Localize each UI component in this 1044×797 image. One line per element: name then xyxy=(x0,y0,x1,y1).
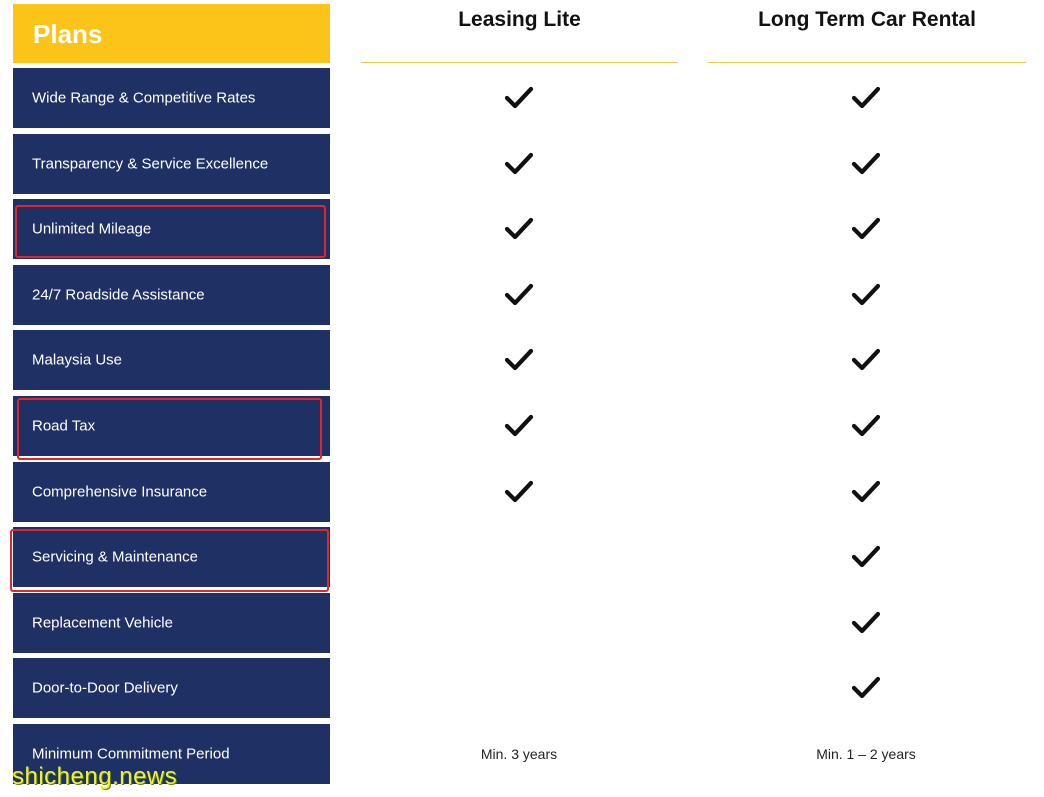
feature-label: Replacement Vehicle xyxy=(32,614,173,632)
feature-row xyxy=(13,527,330,587)
feature-row xyxy=(13,330,330,390)
leasing-lite-checkmark-icon xyxy=(504,282,534,308)
long-term-rental-checkmark-icon xyxy=(851,151,881,177)
column-divider-long-term-rental xyxy=(708,62,1026,63)
long-term-rental-checkmark-icon xyxy=(851,282,881,308)
feature-label: Door-to-Door Delivery xyxy=(32,679,178,697)
feature-label: Malaysia Use xyxy=(32,351,123,369)
feature-label: Unlimited Mileage xyxy=(32,220,152,238)
plans-title: Plans xyxy=(33,19,103,49)
long-term-rental-checkmark-icon xyxy=(851,610,881,636)
plans-header xyxy=(13,4,330,63)
feature-label: Transparency & Service Excellence xyxy=(32,155,269,173)
feature-row xyxy=(13,462,330,522)
feature-row xyxy=(13,68,330,128)
feature-label: Servicing & Maintenance xyxy=(32,548,198,566)
long-term-rental-checkmark-icon xyxy=(851,216,881,242)
feature-row xyxy=(13,265,330,325)
column-header-long-term-rental: Long Term Car Rental xyxy=(758,8,976,31)
leasing-lite-checkmark-icon xyxy=(504,347,534,373)
leasing-lite-commitment-value: Min. 3 years xyxy=(480,746,558,762)
watermark: shicheng.news xyxy=(12,763,178,790)
leasing-lite-checkmark-icon xyxy=(504,413,534,439)
feature-label: Wide Range & Competitive Rates xyxy=(32,89,256,107)
long-term-rental-commitment-value: Min. 1 – 2 years xyxy=(816,746,916,762)
leasing-lite-checkmark-icon xyxy=(504,479,534,505)
leasing-lite-checkmark-icon xyxy=(504,216,534,242)
feature-label: Minimum Commitment Period xyxy=(32,745,230,763)
column-header-leasing-lite: Leasing Lite xyxy=(458,8,581,31)
long-term-rental-checkmark-icon xyxy=(851,544,881,570)
long-term-rental-checkmark-icon xyxy=(851,675,881,701)
leasing-lite-checkmark-icon xyxy=(504,151,534,177)
feature-row xyxy=(13,593,330,653)
column-divider-leasing-lite xyxy=(361,62,678,63)
feature-row xyxy=(13,134,330,194)
long-term-rental-checkmark-icon xyxy=(851,479,881,505)
feature-row xyxy=(13,199,330,259)
feature-label: Road Tax xyxy=(32,417,96,435)
feature-row xyxy=(13,396,330,456)
long-term-rental-checkmark-icon xyxy=(851,413,881,439)
long-term-rental-checkmark-icon xyxy=(851,347,881,373)
feature-row xyxy=(13,658,330,718)
feature-label: 24/7 Roadside Assistance xyxy=(32,286,205,304)
long-term-rental-checkmark-icon xyxy=(851,85,881,111)
leasing-lite-checkmark-icon xyxy=(504,85,534,111)
feature-label: Comprehensive Insurance xyxy=(32,483,208,501)
